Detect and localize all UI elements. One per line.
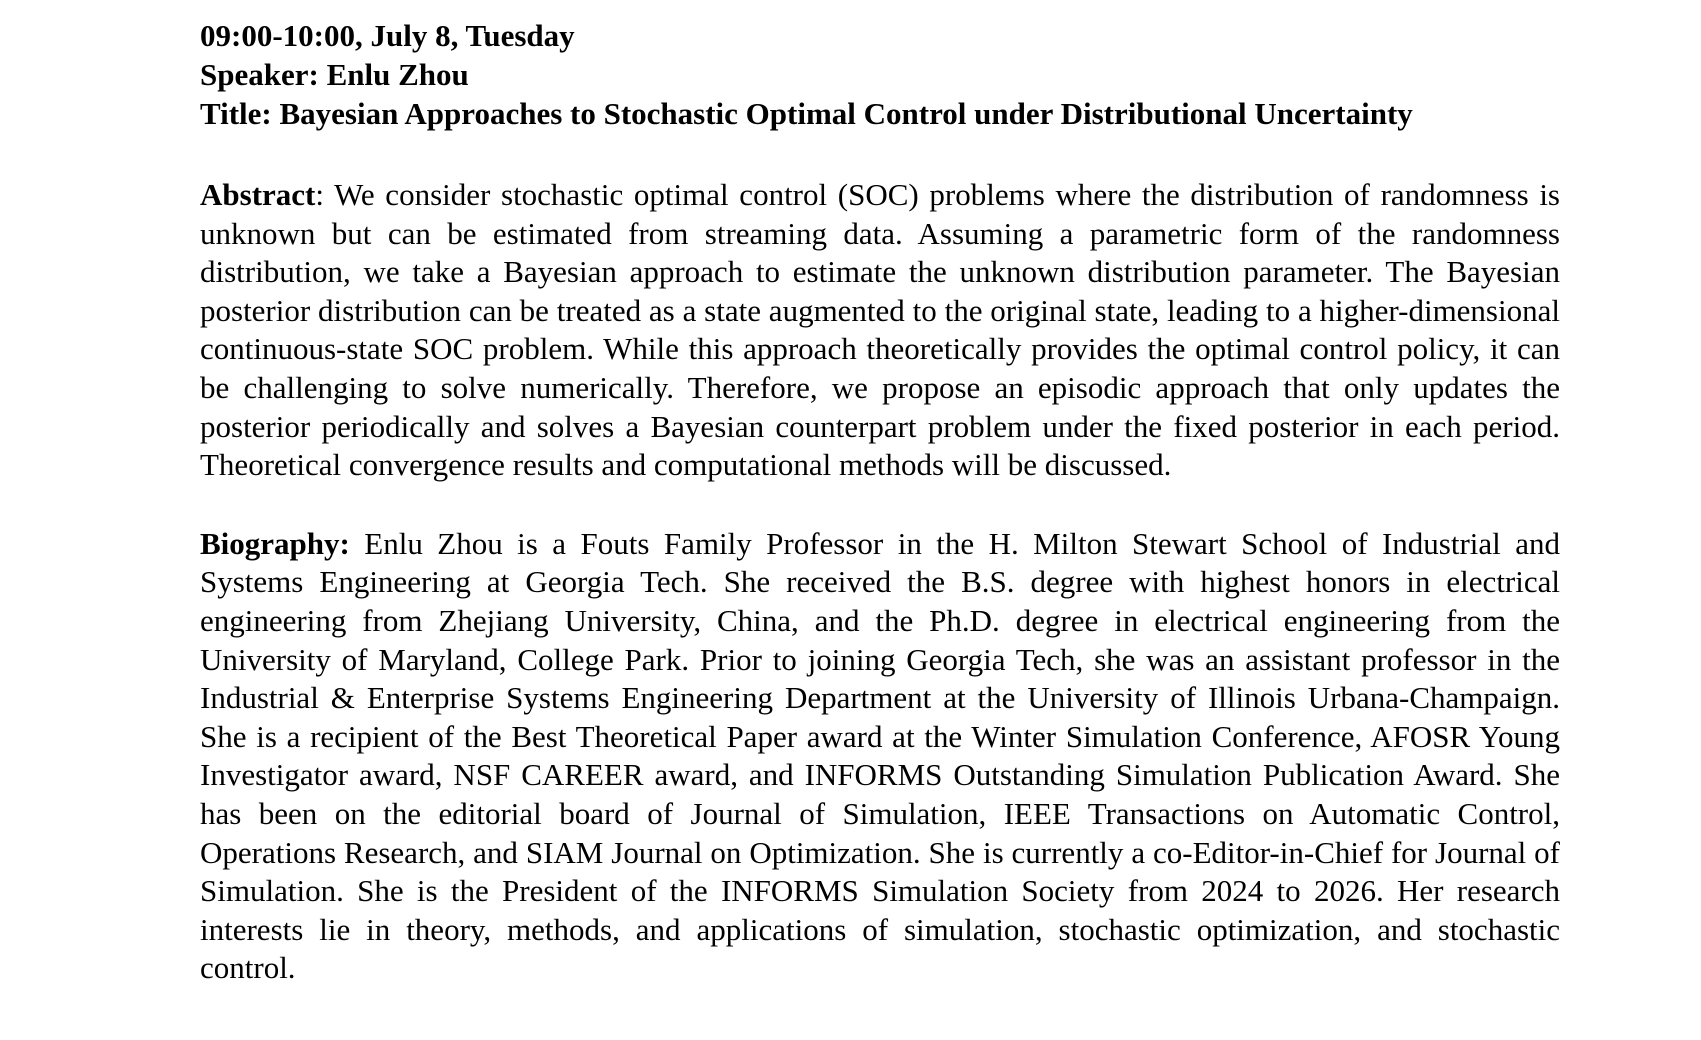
talk-title: Bayesian Approaches to Stochastic Optimal Control under Distributional Uncertainty: [279, 96, 1413, 131]
speaker-line: [200, 55, 1560, 94]
session-datetime: [200, 16, 1560, 55]
talk-title-line: [200, 94, 1560, 133]
abstract-label: Abstract: [200, 177, 316, 212]
biography-text: Enlu Zhou is a Fouts Family Professor in the H. Milton Stewart School of Industrial and Systems Engineering at Georgia Tech. She received the B.S. degree with highest honors in electrical engineering from Zhejiang University, China, and the Ph.D. degree in electrical engineering from the University of Maryland, College Park. Prior to joining Georgia Tech, she was an assistant professor in the Industrial & Enterprise Systems Engineering Department at the University of Illinois Urbana-Champaign. She is a recipient of the Best Theoretical Paper award at the Winter Simulation Conference, AFOSR Young Investigator award, NSF CAREER award, and INFORMS Outstanding Simulation Publication Award. She has been on the editorial board of Journal of Simulation, IEEE Transactions on Automatic Control, Operations Research, and SIAM Journal on Optimization. She is currently a co-Editor-in-Chief for Journal of Simulation. She is the President of the INFORMS Simulation Society from 2024 to 2026. Her research interests lie in theory, methods, and applications of simulation, stochastic optimization, and stochastic control.: [200, 525, 1560, 986]
title-label: Title:: [200, 96, 272, 131]
biography-label: Biography:: [200, 525, 350, 561]
biography-paragraph: [200, 525, 1560, 988]
document-page: [200, 16, 1560, 988]
datetime-text: 09:00-10:00, July 8, Tuesday: [200, 18, 575, 53]
abstract-paragraph: [200, 176, 1560, 485]
speaker-label: Speaker:: [200, 57, 319, 92]
abstract-text: : We consider stochastic optimal control (SOC) problems where the distribution of randomness is unknown but can be estimated from streaming data. Assuming a parametric form of the randomness distribution, we take a Bayesian approach to estimate the unknown distribution parameter. The Bayesian posterior distribution can be treated as a state augmented to the original state, leading to a higher-dimensional continuous-state SOC problem. While this approach theoretically provides the optimal control policy, it can be challenging to solve numerically. Therefore, we propose an episodic approach that only updates the posterior periodically and solves a Bayesian counterpart problem under the fixed posterior in each period. Theoretical convergence results and computational methods will be discussed.: [200, 177, 1560, 483]
speaker-name: Enlu Zhou: [326, 57, 469, 92]
